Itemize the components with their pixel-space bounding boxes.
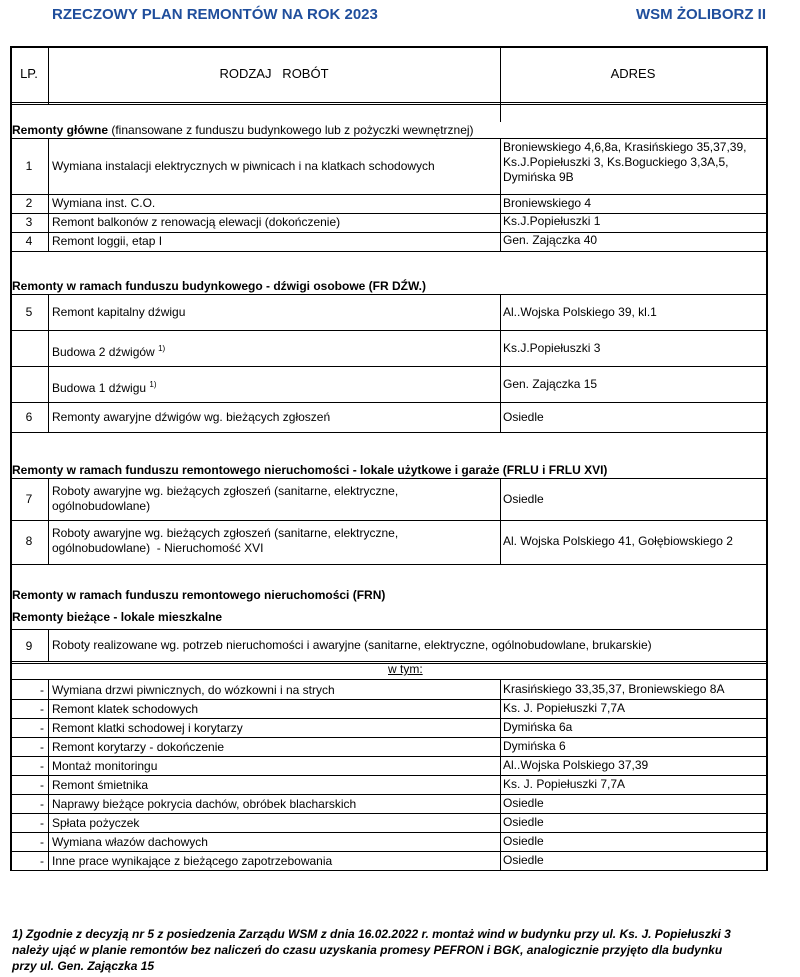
address: Osiedle [503, 834, 544, 848]
list-bullet: - [40, 683, 44, 697]
list-bullet: - [40, 854, 44, 868]
w-tym-label: w tym: [388, 662, 423, 676]
footnote-line: przy ul. Gen. Zajączka 15 [12, 959, 155, 973]
column-header-rodzaj: RODZAJ ROBÓT [219, 66, 329, 81]
address-line: Dymińska 9B [503, 170, 574, 184]
footnote-line: 1) Zgodnie z decyzją nr 5 z posiedzenia Zarządu WSM z dnia 16.02.2022 r. montaż wind w budynku przy ul. Ks. J. Popiełuszki 3 [12, 927, 731, 941]
work-description: Wymiana włazów dachowych [52, 835, 208, 849]
work-description-line: Roboty awaryjne wg. bieżących zgłoszeń (sanitarne, elektryczne, [52, 484, 399, 498]
address: Krasińskiego 33,35,37, Broniewskiego 8A [503, 682, 725, 696]
list-bullet: - [40, 778, 44, 792]
footnote-ref: 1) [158, 344, 166, 353]
address: Osiedle [503, 815, 544, 829]
work-description: Roboty realizowane wg. potrzeb nieruchomości i awaryjne (sanitarne, elektryczne, ogólnobudowlane, brukarskie) [52, 638, 652, 652]
row-number: 3 [25, 215, 33, 229]
row-number: 2 [25, 196, 33, 210]
work-text: Budowa 1 dźwigu [52, 381, 147, 395]
address: Ks.J.Popiełuszki 3 [503, 341, 601, 355]
list-bullet: - [40, 835, 44, 849]
footnote-ref: 1) [149, 380, 157, 389]
row-number: 1 [25, 159, 33, 173]
row-number: 7 [25, 492, 33, 506]
footnote [12, 926, 772, 974]
work-description: Remont loggii, etap I [52, 234, 163, 248]
work-description: Remont klatek schodowych [52, 702, 199, 716]
address: Broniewskiego 4 [503, 196, 592, 210]
address-line: Ks.J.Popiełuszki 3, Ks.Boguckiego 3,3A,5, [503, 155, 729, 169]
address: Osiedle [503, 796, 544, 810]
address: Dymińska 6a [503, 720, 573, 734]
work-description-line: Roboty awaryjne wg. bieżących zgłoszeń (sanitarne, elektryczne, [52, 526, 399, 540]
address-line: Broniewskiego 4,6,8a, Krasińskiego 35,37,39, [503, 140, 747, 154]
work-description-line: ogólnobudowlane) [52, 499, 151, 513]
address: Osiedle [503, 492, 544, 506]
work-description: Wymiana inst. C.O. [52, 196, 156, 210]
row-number: 6 [25, 410, 33, 424]
row-number: 5 [25, 305, 33, 319]
work-description: Remont kapitalny dźwigu [52, 305, 186, 319]
address: Osiedle [503, 853, 544, 867]
address: Dymińska 6 [503, 739, 566, 753]
work-description-line: ogólnobudowlane) - Nieruchomość XVI [52, 541, 264, 555]
address: Al..Wojska Polskiego 39, kl.1 [503, 305, 657, 319]
list-bullet: - [40, 702, 44, 716]
work-text: Budowa 2 dźwigów [52, 345, 155, 359]
work-description [52, 377, 157, 396]
list-bullet: - [40, 816, 44, 830]
work-description: Inne prace wynikające z bieżącego zapotrzebowania [52, 854, 333, 868]
work-description [52, 341, 165, 360]
row-number: 8 [25, 534, 33, 548]
address: Ks.J.Popiełuszki 1 [503, 214, 601, 228]
row-number: 9 [25, 639, 33, 653]
address: Ks. J. Popiełuszki 7,7A [503, 777, 626, 791]
address: Ks. J. Popiełuszki 7,7A [503, 701, 626, 715]
organization-name: WSM ŻOLIBORZ II [636, 6, 766, 23]
address: Al..Wojska Polskiego 37,39 [503, 758, 649, 772]
address: Al. Wojska Polskiego 41, Gołębiowskiego 2 [503, 534, 733, 548]
address: Gen. Zajączka 15 [503, 377, 598, 391]
work-description: Remonty awaryjne dźwigów wg. bieżących zgłoszeń [52, 410, 331, 424]
row-number: 4 [25, 234, 33, 248]
column-header-adres: ADRES [610, 66, 656, 81]
list-bullet: - [40, 721, 44, 735]
work-description: Remont klatki schodowej i korytarzy [52, 721, 243, 735]
list-bullet: - [40, 797, 44, 811]
section-heading-frlu: Remonty w ramach funduszu remontowego nieruchomości - lokale użytkowe i garaże (FRLU i FRLU XVI) [12, 463, 608, 477]
section-heading-dzwigi: Remonty w ramach funduszu budynkowego - dźwigi osobowe (FR DŹW.) [12, 279, 426, 293]
work-description: Remont balkonów z renowacją elewacji (dokończenie) [52, 215, 341, 229]
footnote-line: należy ująć w planie remontów bez naliczeń do czasu uzyskania promesy PEFRON i BGK, analogicznie przyjęto dla budynku [12, 943, 723, 957]
address: Osiedle [503, 410, 544, 424]
section-heading-frn: Remonty w ramach funduszu remontowego nieruchomości (FRN) [12, 588, 386, 602]
work-description: Montaż monitoringu [52, 759, 158, 773]
section-title: Remonty główne [12, 123, 109, 137]
list-bullet: - [40, 759, 44, 773]
section-note: (finansowane z funduszu budynkowego lub z pożyczki wewnętrznej) [108, 123, 474, 137]
address: Gen. Zajączka 40 [503, 233, 598, 247]
section-heading-biezace: Remonty bieżące - lokale mieszkalne [12, 610, 223, 624]
work-description: Spłata pożyczek [52, 816, 140, 830]
work-description: Remont śmietnika [52, 778, 149, 792]
work-description: Wymiana drzwi piwnicznych, do wózkowni i na strych [52, 683, 335, 697]
section-heading-main [12, 123, 474, 137]
page-title: RZECZOWY PLAN REMONTÓW NA ROK 2023 [52, 6, 378, 23]
work-description: Naprawy bieżące pokrycia dachów, obróbek blacharskich [52, 797, 357, 811]
list-bullet: - [40, 740, 44, 754]
work-description: Wymiana instalacji elektrycznych w piwnicach i na klatkach schodowych [52, 159, 435, 173]
work-description: Remont korytarzy - dokończenie [52, 740, 225, 754]
column-header-lp: LP. [20, 66, 38, 81]
